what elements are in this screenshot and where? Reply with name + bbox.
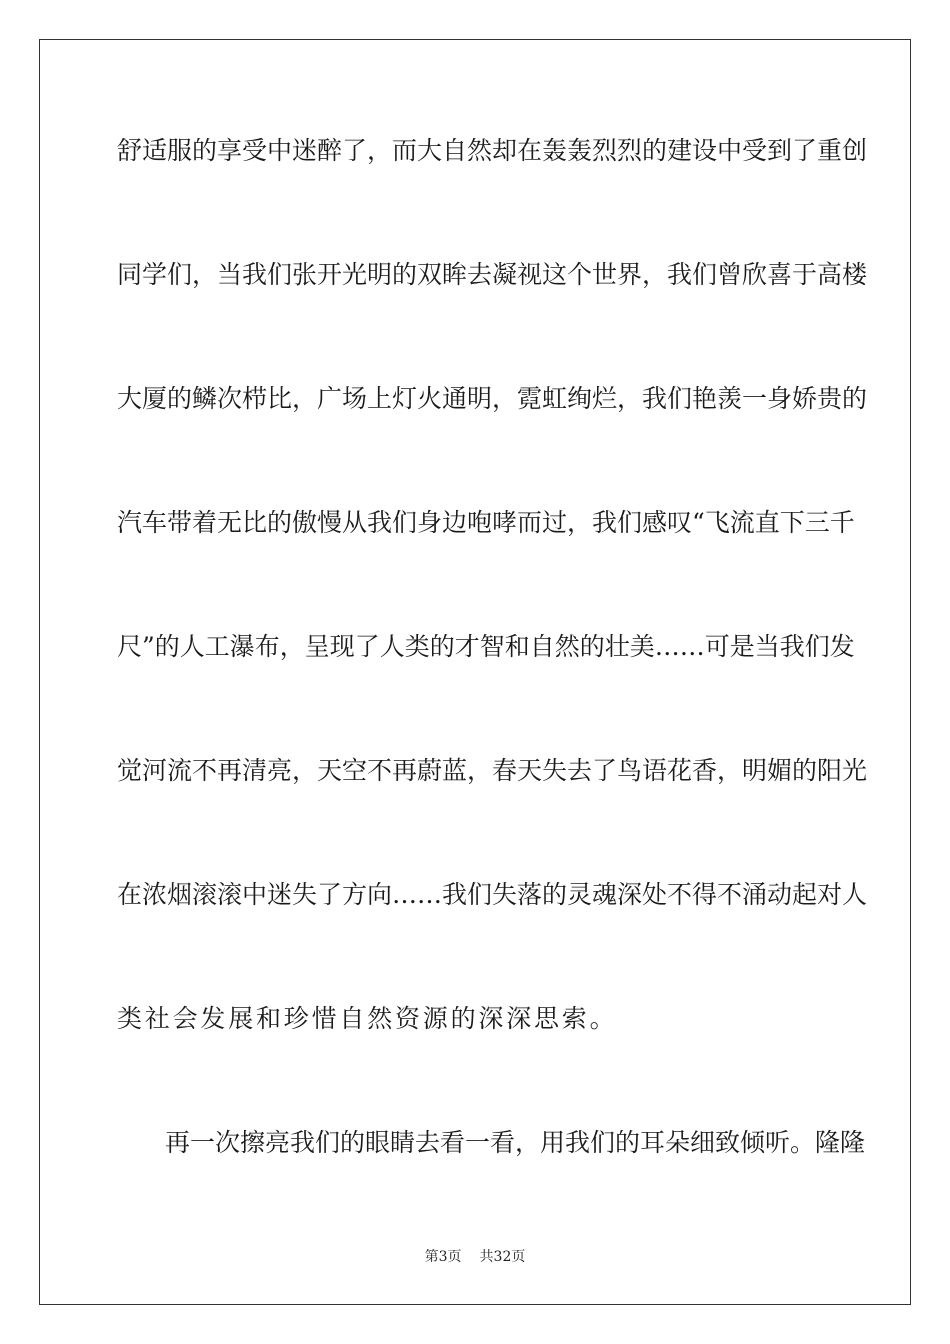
page-border	[39, 39, 911, 1305]
body-line-5: 尺”的人工瀑布，呈现了人类的才智和自然的壮美……可是当我们发	[117, 632, 855, 661]
body-line-6: 觉河流不再清亮，天空不再蔚蓝，春天失去了鸟语花香，明媚的阳光	[117, 756, 868, 785]
page-total: 共32页	[479, 1249, 526, 1265]
body-line-3: 大厦的鳞次栉比，广场上灯火通明，霓虹绚烂，我们艳羡一身娇贵的	[117, 384, 868, 413]
body-line-1: 舒适服的享受中迷醉了，而大自然却在轰轰烈烈的建设中受到了重创	[117, 136, 868, 165]
page-footer	[0, 1248, 950, 1266]
body-line-7: 在浓烟滚滚中迷失了方向……我们失落的灵魂深处不得不涌动起对人	[117, 880, 868, 909]
body-line-9-paragraph-start: 再一次擦亮我们的眼睛去看一看，用我们的耳朵细致倾听。隆隆	[165, 1128, 866, 1157]
body-line-8: 类社会发展和珍惜自然资源的深深思索。	[117, 1004, 618, 1033]
body-line-4: 汽车带着无比的傲慢从我们身边咆哮而过，我们感叹“飞流直下三千	[117, 508, 855, 537]
body-line-2: 同学们，当我们张开光明的双眸去凝视这个世界，我们曾欣喜于高楼	[117, 260, 868, 289]
page-number: 第3页	[424, 1249, 462, 1265]
